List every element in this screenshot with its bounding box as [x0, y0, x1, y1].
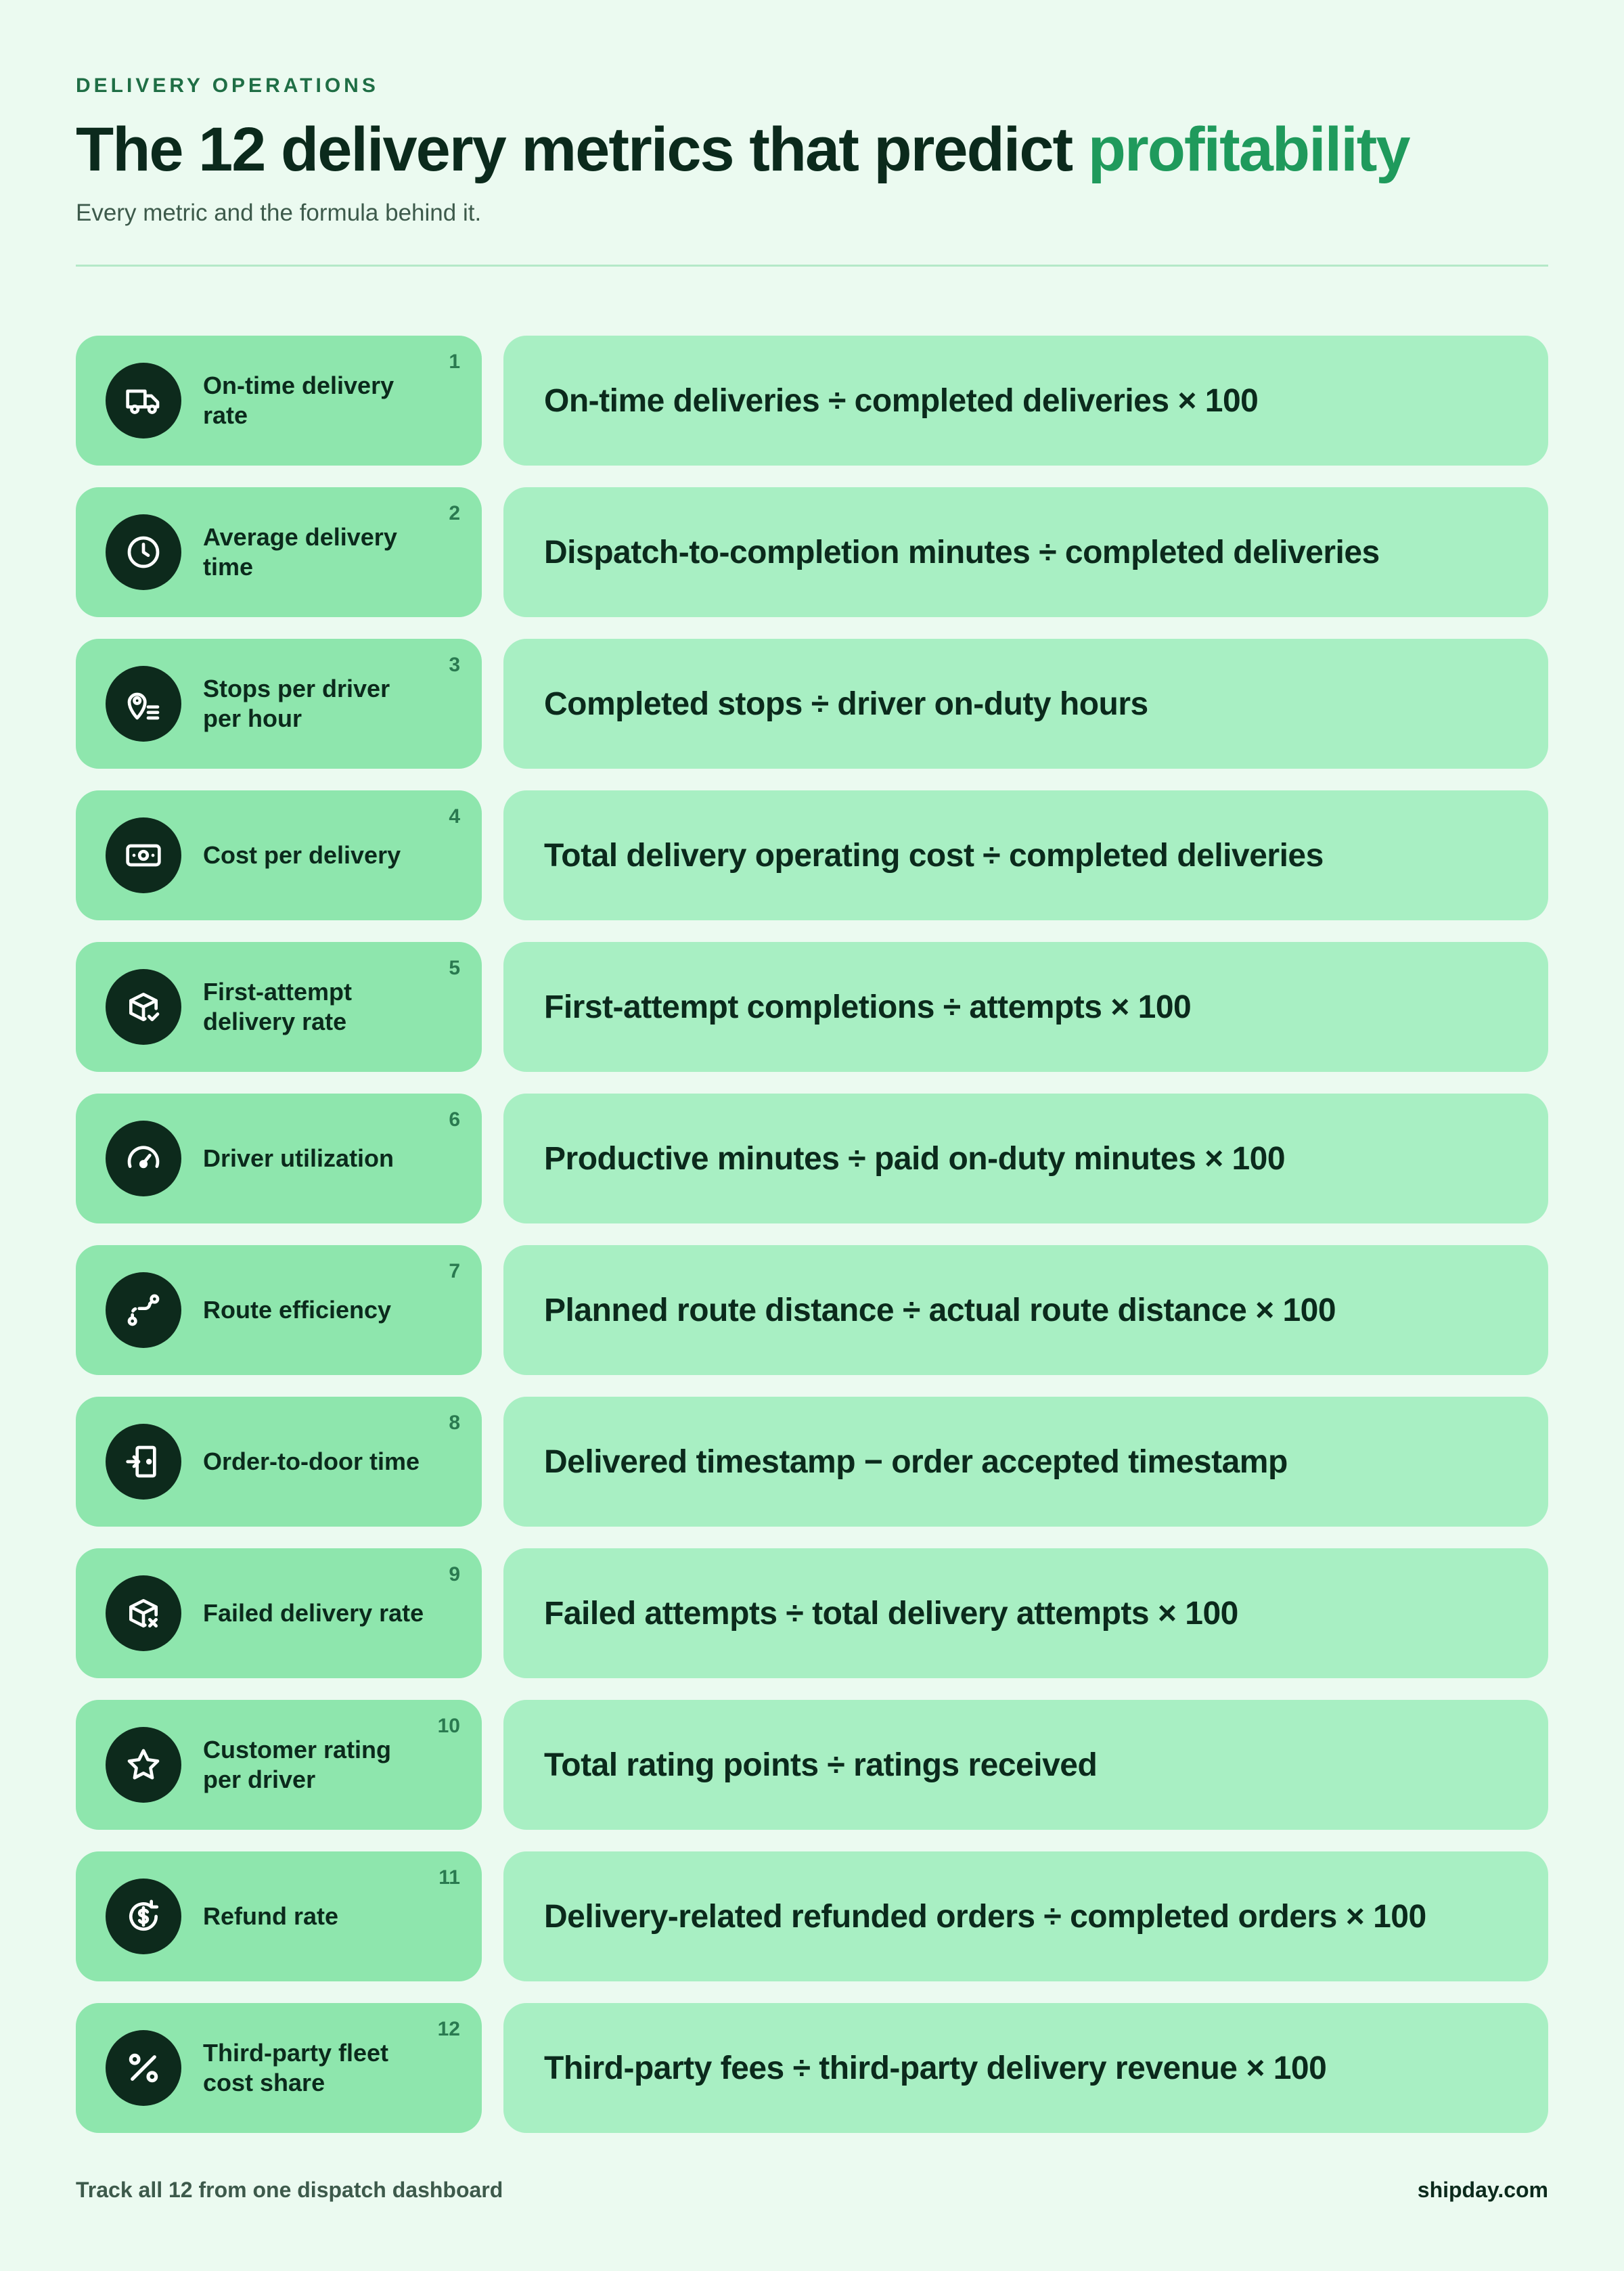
route-icon	[106, 1272, 181, 1348]
package-x-icon	[106, 1575, 181, 1651]
page-subtitle: Every metric and the formula behind it.	[76, 200, 482, 227]
metric-row	[76, 1548, 1548, 1678]
metric-row	[76, 1851, 1548, 1981]
title-main: The 12 delivery metrics that predict	[76, 115, 1088, 184]
metric-row	[76, 1245, 1548, 1375]
metric-formula: Dispatch-to-completion minutes ÷ completed deliveries	[503, 487, 1548, 617]
footer-tagline: Track all 12 from one dispatch dashboard	[76, 2178, 503, 2202]
metric-name: On-time delivery rate	[203, 372, 394, 429]
metric-card	[76, 487, 482, 617]
metric-row	[76, 1397, 1548, 1527]
metric-card	[76, 790, 482, 920]
metric-formula: Completed stops ÷ driver on-duty hours	[503, 639, 1548, 769]
metric-number: 3	[449, 654, 460, 676]
metric-number: 4	[449, 805, 460, 828]
refund-dollar-icon	[106, 1879, 181, 1954]
metric-number: 11	[438, 1866, 460, 1889]
header-divider	[76, 265, 1548, 267]
metric-card	[76, 942, 482, 1072]
metric-number: 5	[449, 957, 460, 979]
metric-card	[76, 639, 482, 769]
metric-card	[76, 1851, 482, 1981]
metric-formula: Total delivery operating cost ÷ completed deliveries	[503, 790, 1548, 920]
metric-formula: Failed attempts ÷ total delivery attempts × 100	[503, 1548, 1548, 1678]
metric-formula: First-attempt completions ÷ attempts × 100	[503, 942, 1548, 1072]
metric-number: 9	[449, 1563, 460, 1586]
metric-name: Route efficiency	[203, 1296, 392, 1324]
metric-number: 7	[449, 1260, 460, 1282]
clock-icon	[106, 514, 181, 590]
metric-card	[76, 2003, 482, 2133]
footer	[76, 2178, 1548, 2203]
metric-formula: Third-party fees ÷ third-party delivery revenue × 100	[503, 2003, 1548, 2133]
metric-card	[76, 1094, 482, 1223]
metric-name: Order-to-door time	[203, 1447, 420, 1476]
metric-row	[76, 942, 1548, 1072]
metric-number: 8	[449, 1412, 460, 1434]
metric-formula: Delivery-related refunded orders ÷ completed orders × 100	[503, 1851, 1548, 1981]
metric-name: Third-party fleet cost share	[203, 2039, 389, 2096]
package-check-icon	[106, 969, 181, 1045]
footer-website: shipday.com	[1417, 2178, 1548, 2202]
metric-row	[76, 336, 1548, 466]
metric-card	[76, 1548, 482, 1678]
map-pin-list-icon	[106, 666, 181, 742]
metric-row	[76, 1700, 1548, 1830]
star-icon	[106, 1727, 181, 1803]
metric-row	[76, 1094, 1548, 1223]
metric-formula: Planned route distance ÷ actual route distance × 100	[503, 1245, 1548, 1375]
metric-card	[76, 1245, 482, 1375]
truck-icon	[106, 363, 181, 439]
metric-name: Cost per delivery	[203, 841, 401, 870]
metric-row	[76, 2003, 1548, 2133]
metric-card	[76, 1700, 482, 1830]
metric-number: 6	[449, 1108, 460, 1131]
metric-formula: Delivered timestamp − order accepted timestamp	[503, 1397, 1548, 1527]
metric-name: Customer rating per driver	[203, 1736, 392, 1793]
page-title	[76, 116, 1548, 183]
metric-card	[76, 1397, 482, 1527]
title-accent: profitability	[1087, 115, 1409, 184]
metric-row	[76, 639, 1548, 769]
metric-number: 2	[449, 502, 460, 524]
metric-name: Stops per driver per hour	[203, 675, 390, 732]
eyebrow: DELIVERY OPERATIONS	[76, 74, 379, 97]
metric-row	[76, 790, 1548, 920]
metric-number: 1	[449, 351, 460, 373]
metric-number: 12	[437, 2018, 460, 2040]
metric-name: Driver utilization	[203, 1144, 394, 1173]
metric-formula: On-time deliveries ÷ completed deliveries × 100	[503, 336, 1548, 466]
metric-row	[76, 487, 1548, 617]
door-arrow-icon	[106, 1424, 181, 1500]
metric-name: Average delivery time	[203, 523, 397, 581]
metric-name: Failed delivery rate	[203, 1599, 424, 1627]
percent-icon	[106, 2030, 181, 2106]
metric-card	[76, 336, 482, 466]
metric-formula: Total rating points ÷ ratings received	[503, 1700, 1548, 1830]
metric-name: Refund rate	[203, 1902, 339, 1931]
metric-name: First-attempt delivery rate	[203, 978, 353, 1035]
banknote-icon	[106, 817, 181, 893]
metrics-list	[76, 336, 1548, 2155]
gauge-icon	[106, 1121, 181, 1196]
metric-formula: Productive minutes ÷ paid on-duty minutes × 100	[503, 1094, 1548, 1223]
metric-number: 10	[437, 1715, 460, 1737]
